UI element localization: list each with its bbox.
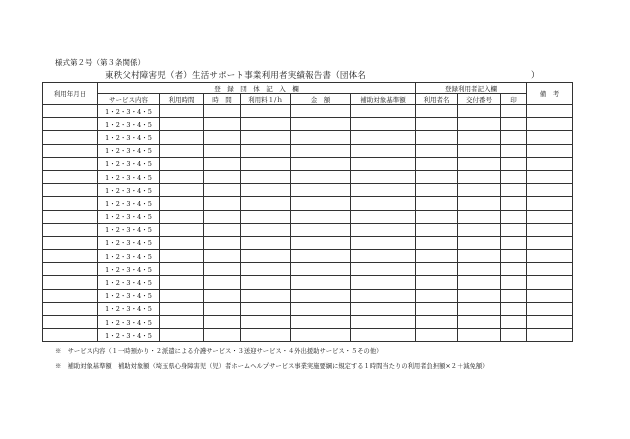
entry-cell[interactable] (291, 105, 351, 118)
date-cell[interactable] (43, 276, 98, 289)
entry-cell[interactable] (241, 302, 291, 315)
entry-cell[interactable] (527, 105, 573, 118)
entry-cell[interactable] (241, 118, 291, 131)
entry-cell[interactable] (291, 263, 351, 276)
entry-cell[interactable] (160, 223, 204, 236)
entry-cell[interactable] (458, 236, 501, 249)
entry-cell[interactable] (160, 105, 204, 118)
entry-cell[interactable] (204, 263, 241, 276)
entry-cell[interactable] (416, 118, 458, 131)
date-cell[interactable] (43, 184, 98, 197)
entry-cell[interactable] (416, 250, 458, 263)
entry-cell[interactable] (501, 316, 527, 329)
entry-cell[interactable] (241, 170, 291, 183)
entry-cell[interactable] (204, 223, 241, 236)
entry-cell[interactable] (204, 289, 241, 302)
entry-cell[interactable] (204, 184, 241, 197)
entry-cell[interactable] (241, 223, 291, 236)
entry-cell[interactable] (527, 263, 573, 276)
service-cell[interactable]: 1・2・3・4・5 (98, 184, 160, 197)
entry-cell[interactable] (241, 184, 291, 197)
entry-cell[interactable] (291, 131, 351, 144)
entry-cell[interactable] (527, 289, 573, 302)
entry-cell[interactable] (291, 316, 351, 329)
entry-cell[interactable] (241, 131, 291, 144)
service-cell[interactable]: 1・2・3・4・5 (98, 197, 160, 210)
entry-cell[interactable] (351, 276, 416, 289)
entry-cell[interactable] (416, 289, 458, 302)
entry-cell[interactable] (351, 302, 416, 315)
entry-cell[interactable] (501, 223, 527, 236)
service-cell[interactable]: 1・2・3・4・5 (98, 236, 160, 249)
entry-cell[interactable] (527, 250, 573, 263)
entry-cell[interactable] (501, 184, 527, 197)
entry-cell[interactable] (351, 197, 416, 210)
entry-cell[interactable] (458, 184, 501, 197)
service-cell[interactable]: 1・2・3・4・5 (98, 144, 160, 157)
entry-cell[interactable] (204, 105, 241, 118)
entry-cell[interactable] (458, 250, 501, 263)
entry-cell[interactable] (291, 118, 351, 131)
entry-cell[interactable] (241, 289, 291, 302)
entry-cell[interactable] (241, 276, 291, 289)
entry-cell[interactable] (351, 144, 416, 157)
date-cell[interactable] (43, 316, 98, 329)
report-table (42, 82, 573, 342)
entry-cell[interactable] (458, 223, 501, 236)
entry-cell[interactable] (291, 223, 351, 236)
date-cell[interactable] (43, 236, 98, 249)
entry-cell[interactable] (204, 329, 241, 342)
header-remarks: 備 考 (527, 83, 573, 105)
entry-cell[interactable] (416, 210, 458, 223)
entry-cell[interactable] (204, 131, 241, 144)
entry-cell[interactable] (160, 276, 204, 289)
entry-cell[interactable] (458, 170, 501, 183)
entry-cell[interactable] (501, 250, 527, 263)
report-title-close: ） (531, 71, 540, 81)
service-cell[interactable]: 1・2・3・4・5 (98, 157, 160, 170)
entry-cell[interactable] (351, 316, 416, 329)
entry-cell[interactable] (501, 289, 527, 302)
entry-cell[interactable] (291, 184, 351, 197)
entry-cell[interactable] (527, 210, 573, 223)
entry-cell[interactable] (458, 118, 501, 131)
date-cell[interactable] (43, 263, 98, 276)
entry-cell[interactable] (160, 197, 204, 210)
entry-cell[interactable] (204, 302, 241, 315)
service-cell[interactable]: 1・2・3・4・5 (98, 316, 160, 329)
entry-cell[interactable] (527, 223, 573, 236)
header-amount: 金 額 (291, 94, 351, 105)
date-cell[interactable] (43, 210, 98, 223)
entry-cell[interactable] (458, 276, 501, 289)
date-cell[interactable] (43, 302, 98, 315)
entry-cell[interactable] (416, 157, 458, 170)
entry-cell[interactable] (291, 276, 351, 289)
header-issue-no: 交付番号 (458, 94, 501, 105)
entry-cell[interactable] (527, 236, 573, 249)
entry-cell[interactable] (291, 250, 351, 263)
entry-cell[interactable] (160, 263, 204, 276)
entry-cell[interactable] (351, 223, 416, 236)
table-row (43, 131, 573, 144)
entry-cell[interactable] (351, 263, 416, 276)
entry-cell[interactable] (527, 118, 573, 131)
table-row (43, 184, 573, 197)
entry-cell[interactable] (416, 184, 458, 197)
entry-cell[interactable] (241, 250, 291, 263)
entry-cell[interactable] (160, 170, 204, 183)
entry-cell[interactable] (241, 157, 291, 170)
entry-cell[interactable] (204, 157, 241, 170)
service-cell[interactable]: 1・2・3・4・5 (98, 302, 160, 315)
entry-cell[interactable] (527, 276, 573, 289)
entry-cell[interactable] (527, 197, 573, 210)
entry-cell[interactable] (160, 236, 204, 249)
entry-cell[interactable] (458, 316, 501, 329)
entry-cell[interactable] (160, 316, 204, 329)
entry-cell[interactable] (351, 289, 416, 302)
entry-cell[interactable] (501, 329, 527, 342)
entry-cell[interactable] (351, 210, 416, 223)
entry-cell[interactable] (204, 170, 241, 183)
table-row (43, 144, 573, 157)
entry-cell[interactable] (204, 210, 241, 223)
entry-cell[interactable] (501, 210, 527, 223)
entry-cell[interactable] (416, 276, 458, 289)
table-row (43, 118, 573, 131)
entry-cell[interactable] (527, 184, 573, 197)
entry-cell[interactable] (241, 329, 291, 342)
table-row (43, 157, 573, 170)
entry-cell[interactable] (501, 170, 527, 183)
date-cell[interactable] (43, 157, 98, 170)
entry-cell[interactable] (291, 329, 351, 342)
entry-cell[interactable] (416, 316, 458, 329)
header-usage-time: 利用時間 (160, 94, 204, 105)
entry-cell[interactable] (351, 118, 416, 131)
table-row (43, 276, 573, 289)
entry-cell[interactable] (527, 157, 573, 170)
entry-cell[interactable] (160, 144, 204, 157)
table-row (43, 263, 573, 276)
header-subsidy-base: 補助対象基準額 (351, 94, 416, 105)
entry-cell[interactable] (527, 316, 573, 329)
entry-cell[interactable] (501, 197, 527, 210)
entry-cell[interactable] (291, 302, 351, 315)
entry-cell[interactable] (458, 157, 501, 170)
entry-cell[interactable] (160, 184, 204, 197)
entry-cell[interactable] (458, 144, 501, 157)
service-cell[interactable]: 1・2・3・4・5 (98, 276, 160, 289)
entry-cell[interactable] (291, 289, 351, 302)
table-row (43, 302, 573, 315)
entry-cell[interactable] (160, 118, 204, 131)
service-cell[interactable]: 1・2・3・4・5 (98, 118, 160, 131)
table-row (43, 329, 573, 342)
date-cell[interactable] (43, 197, 98, 210)
entry-cell[interactable] (204, 144, 241, 157)
entry-cell[interactable] (458, 210, 501, 223)
entry-cell[interactable] (501, 157, 527, 170)
entry-cell[interactable] (204, 276, 241, 289)
entry-cell[interactable] (416, 105, 458, 118)
entry-cell[interactable] (458, 289, 501, 302)
entry-cell[interactable] (160, 210, 204, 223)
entry-cell[interactable] (204, 236, 241, 249)
entry-cell[interactable] (291, 144, 351, 157)
entry-cell[interactable] (416, 197, 458, 210)
entry-cell[interactable] (204, 118, 241, 131)
entry-cell[interactable] (160, 131, 204, 144)
header-seal: 印 (501, 94, 527, 105)
date-cell[interactable] (43, 131, 98, 144)
entry-cell[interactable] (351, 170, 416, 183)
report-title: 東秩父村障害児（者）生活サポート事業利用者実績報告書（団体名 (105, 71, 367, 81)
table-row (43, 210, 573, 223)
entry-cell[interactable] (416, 131, 458, 144)
entry-cell[interactable] (458, 105, 501, 118)
entry-cell[interactable] (416, 236, 458, 249)
entry-cell[interactable] (458, 329, 501, 342)
table-row (43, 289, 573, 302)
entry-cell[interactable] (291, 197, 351, 210)
entry-cell[interactable] (458, 197, 501, 210)
entry-cell[interactable] (458, 302, 501, 315)
header-group-section: 登 録 団 体 記 入 欄 (98, 83, 416, 94)
entry-cell[interactable] (501, 118, 527, 131)
entry-cell[interactable] (241, 144, 291, 157)
entry-cell[interactable] (204, 316, 241, 329)
entry-cell[interactable] (501, 144, 527, 157)
entry-cell[interactable] (527, 302, 573, 315)
entry-cell[interactable] (160, 289, 204, 302)
entry-cell[interactable] (501, 276, 527, 289)
entry-cell[interactable] (416, 144, 458, 157)
entry-cell[interactable] (160, 329, 204, 342)
table-row (43, 223, 573, 236)
entry-cell[interactable] (501, 236, 527, 249)
entry-cell[interactable] (416, 302, 458, 315)
entry-cell[interactable] (160, 250, 204, 263)
header-fee-per-hour: 利用料１/ｈ (241, 94, 291, 105)
entry-cell[interactable] (416, 329, 458, 342)
date-cell[interactable] (43, 118, 98, 131)
entry-cell[interactable] (527, 329, 573, 342)
service-cell[interactable]: 1・2・3・4・5 (98, 263, 160, 276)
table-row (43, 170, 573, 183)
entry-cell[interactable] (458, 131, 501, 144)
entry-cell[interactable] (501, 105, 527, 118)
note-service-content: ※ サービス内容（１一時預かり・２派遣による介護サービス・３送迎サービス・４外出援助サービス・５その他） (55, 348, 383, 355)
entry-cell[interactable] (160, 157, 204, 170)
entry-cell[interactable] (204, 250, 241, 263)
entry-cell[interactable] (241, 105, 291, 118)
entry-cell[interactable] (204, 197, 241, 210)
entry-cell[interactable] (527, 170, 573, 183)
service-cell[interactable]: 1・2・3・4・5 (98, 223, 160, 236)
entry-cell[interactable] (241, 210, 291, 223)
entry-cell[interactable] (241, 263, 291, 276)
entry-cell[interactable] (501, 263, 527, 276)
table-row (43, 197, 573, 210)
service-cell[interactable]: 1・2・3・4・5 (98, 329, 160, 342)
header-hours: 時 間 (204, 94, 241, 105)
entry-cell[interactable] (501, 131, 527, 144)
service-cell[interactable]: 1・2・3・4・5 (98, 170, 160, 183)
service-cell[interactable]: 1・2・3・4・5 (98, 131, 160, 144)
entry-cell[interactable] (416, 170, 458, 183)
entry-cell[interactable] (351, 157, 416, 170)
entry-cell[interactable] (416, 223, 458, 236)
entry-cell[interactable] (351, 329, 416, 342)
table-row (43, 316, 573, 329)
entry-cell[interactable] (351, 184, 416, 197)
date-cell[interactable] (43, 329, 98, 342)
table-row (43, 250, 573, 263)
entry-cell[interactable] (291, 170, 351, 183)
date-cell[interactable] (43, 250, 98, 263)
entry-cell[interactable] (291, 157, 351, 170)
entry-cell[interactable] (241, 236, 291, 249)
date-cell[interactable] (43, 144, 98, 157)
table-row (43, 236, 573, 249)
date-cell[interactable] (43, 105, 98, 118)
entry-cell[interactable] (501, 302, 527, 315)
entry-cell[interactable] (351, 105, 416, 118)
entry-cell[interactable] (351, 250, 416, 263)
header-user-section: 登録利用者記入欄 (416, 83, 527, 94)
date-cell[interactable] (43, 223, 98, 236)
service-cell[interactable]: 1・2・3・4・5 (98, 210, 160, 223)
service-cell[interactable]: 1・2・3・4・5 (98, 289, 160, 302)
date-cell[interactable] (43, 289, 98, 302)
service-cell[interactable]: 1・2・3・4・5 (98, 105, 160, 118)
header-service: サービス内容 (98, 94, 160, 105)
table-row (43, 105, 573, 118)
entry-cell[interactable] (416, 263, 458, 276)
entry-cell[interactable] (241, 316, 291, 329)
table-body (43, 105, 573, 342)
entry-cell[interactable] (291, 236, 351, 249)
entry-cell[interactable] (291, 210, 351, 223)
header-user-name: 利用者名 (416, 94, 458, 105)
entry-cell[interactable] (527, 144, 573, 157)
entry-cell[interactable] (160, 302, 204, 315)
note-subsidy-base: ※ 補助対象基準額 補助対象額（埼玉県心身障害児（児）者ホームヘルプサービス事業実施要綱に規定する１時間当たりの利用者負担額×２＋減免額） (55, 363, 489, 370)
entry-cell[interactable] (351, 236, 416, 249)
entry-cell[interactable] (241, 197, 291, 210)
service-cell[interactable]: 1・2・3・4・5 (98, 250, 160, 263)
header-date: 利用年月日 (43, 83, 98, 105)
entry-cell[interactable] (527, 131, 573, 144)
entry-cell[interactable] (458, 263, 501, 276)
entry-cell[interactable] (351, 131, 416, 144)
date-cell[interactable] (43, 170, 98, 183)
form-number: 様式第２号（第３条関係） (55, 58, 145, 67)
